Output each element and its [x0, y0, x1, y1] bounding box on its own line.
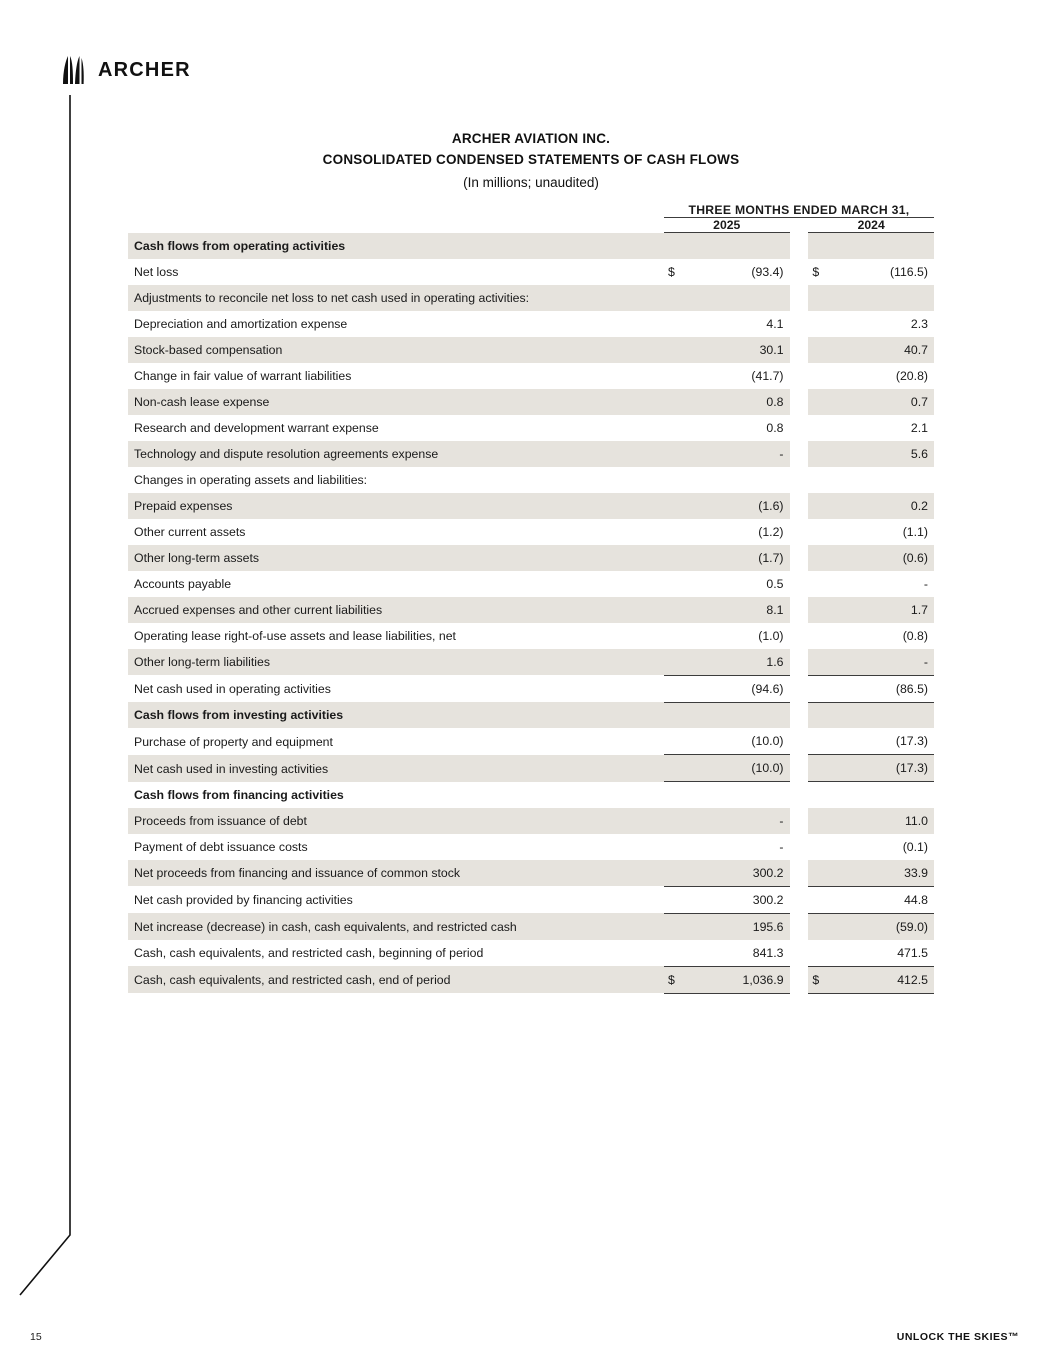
table-row [128, 966, 934, 993]
cash-flow-table [128, 203, 934, 994]
row-currency-2025 [664, 519, 681, 545]
table-row [128, 597, 934, 623]
table-row [128, 623, 934, 649]
row-value-2025 [681, 285, 790, 311]
row-value-2025: (93.4) [751, 264, 784, 279]
row-value-2024: 44.8 [825, 886, 934, 913]
table-row [128, 259, 934, 285]
column-gap [790, 649, 809, 676]
row-currency-2025 [664, 493, 681, 519]
row-currency-2025 [664, 702, 681, 728]
brand-logo [60, 55, 191, 85]
row-label: Prepaid expenses [128, 493, 664, 519]
row-label: Adjustments to reconcile net loss to net cash used in operating activities: [128, 285, 664, 311]
column-gap [790, 571, 809, 597]
company-title: ARCHER AVIATION INC. [451, 131, 611, 146]
row-currency-2025 [664, 886, 681, 913]
table-row [128, 860, 934, 887]
column-gap [790, 233, 809, 259]
row-value-2024 [825, 233, 934, 259]
row-value-2024: (1.1) [902, 524, 928, 539]
row-value-2025: 4.1 [766, 316, 784, 331]
row-currency-2025 [664, 467, 681, 493]
row-value-2025: 8.1 [681, 597, 790, 623]
column-gap [790, 259, 809, 285]
row-value-2024: 2.3 [910, 316, 928, 331]
table-row [128, 649, 934, 676]
row-value-2025: (1.6) [681, 493, 790, 519]
column-gap [790, 311, 809, 337]
row-currency-2024 [808, 519, 825, 545]
column-header-2025: 2025 [664, 218, 790, 233]
table-row [128, 337, 934, 363]
row-currency-2025 [664, 782, 681, 808]
footer-tagline: UNLOCK THE SKIES™ [896, 1331, 1019, 1343]
row-value-2024: 40.7 [825, 337, 934, 363]
row-value-2025: - [681, 441, 790, 467]
row-label: Change in fair value of warrant liabilities [134, 368, 352, 383]
row-label: Research and development warrant expense [134, 420, 379, 435]
row-value-2025: - [681, 808, 790, 834]
table-row [128, 675, 934, 702]
brand-wordmark: ARCHER [98, 58, 191, 81]
row-value-2024: 5.6 [825, 441, 934, 467]
row-value-2024: 0.7 [825, 389, 934, 415]
column-gap [790, 285, 809, 311]
table-row [128, 441, 934, 467]
row-currency-2024 [808, 415, 825, 441]
row-currency-2025 [664, 860, 681, 887]
row-value-2025: 841.3 [681, 940, 790, 967]
column-gap [790, 913, 809, 940]
row-currency-2025 [664, 597, 681, 623]
row-currency-2025 [664, 571, 681, 597]
page-number: 15 [30, 1331, 42, 1343]
row-currency-2025: $ [667, 264, 675, 279]
column-gap [790, 597, 809, 623]
table-row [128, 311, 934, 337]
row-currency-2024 [808, 886, 825, 913]
column-gap [790, 389, 809, 415]
row-label: Cash flows from investing activities [128, 702, 664, 728]
row-label: Cash, cash equivalents, and restricted cash, end of period [128, 966, 664, 993]
row-currency-2025 [664, 623, 681, 649]
row-value-2024: 33.9 [825, 860, 934, 887]
row-currency-2024 [808, 834, 825, 860]
row-currency-2024 [808, 808, 825, 834]
row-currency-2025: $ [664, 966, 681, 993]
row-value-2025 [681, 782, 790, 808]
row-currency-2025 [664, 755, 681, 782]
row-label: Cash flows from operating activities [128, 233, 664, 259]
row-value-2024 [825, 285, 934, 311]
row-label: Net cash provided by financing activities [134, 893, 353, 907]
row-currency-2024 [808, 623, 825, 649]
row-label: Technology and dispute resolution agreements expense [128, 441, 664, 467]
row-currency-2025 [664, 311, 681, 337]
row-value-2025: - [779, 839, 784, 854]
row-value-2024: (17.3) [825, 728, 934, 755]
row-currency-2024 [808, 285, 825, 311]
row-currency-2024 [808, 571, 825, 597]
column-gap [790, 493, 809, 519]
row-value-2024 [825, 782, 934, 808]
row-value-2024: (0.8) [902, 628, 928, 643]
table-row [128, 782, 934, 808]
row-label: Purchase of property and equipment [134, 734, 333, 749]
archer-logo-icon [60, 55, 86, 85]
row-label: Stock-based compensation [128, 337, 664, 363]
row-value-2024: 2.1 [910, 420, 928, 435]
row-label: Proceeds from issuance of debt [128, 808, 664, 834]
column-gap [790, 623, 809, 649]
row-currency-2024: $ [808, 966, 825, 993]
column-gap [790, 728, 809, 755]
row-value-2025: 300.2 [681, 860, 790, 887]
row-label: Other long-term liabilities [128, 649, 664, 676]
row-currency-2024 [808, 913, 825, 940]
column-gap [790, 441, 809, 467]
row-currency-2025 [664, 337, 681, 363]
row-value-2024: - [825, 649, 934, 676]
row-currency-2024 [808, 363, 825, 389]
row-currency-2024 [808, 545, 825, 571]
column-gap [790, 860, 809, 887]
row-value-2024 [825, 467, 934, 493]
row-currency-2024 [808, 649, 825, 676]
row-label: Accrued expenses and other current liabilities [128, 597, 664, 623]
table-header-period [128, 203, 934, 218]
row-label: Cash, cash equivalents, and restricted cash, beginning of period [134, 946, 484, 960]
table-row [128, 940, 934, 967]
column-gap [790, 966, 809, 993]
table-row [128, 415, 934, 441]
row-value-2024: 1.7 [825, 597, 934, 623]
row-value-2025: 1.6 [681, 649, 790, 676]
row-value-2024: (17.3) [825, 755, 934, 782]
row-value-2025: (1.2) [758, 524, 784, 539]
row-currency-2024 [808, 755, 825, 782]
table-row [128, 702, 934, 728]
row-label: Changes in operating assets and liabilities: [134, 472, 368, 487]
table-row [128, 389, 934, 415]
row-value-2025: (1.7) [681, 545, 790, 571]
row-label: Net cash used in investing activities [128, 755, 664, 782]
row-currency-2024 [808, 493, 825, 519]
column-gap [790, 940, 809, 967]
row-currency-2025 [664, 913, 681, 940]
row-currency-2025 [664, 675, 681, 702]
row-value-2024: 412.5 [825, 966, 934, 993]
row-value-2024: 0.2 [825, 493, 934, 519]
row-value-2025: 300.2 [681, 886, 790, 913]
row-currency-2024 [808, 860, 825, 887]
row-label: Other long-term assets [128, 545, 664, 571]
row-label: Net proceeds from financing and issuance of common stock [128, 860, 664, 887]
row-value-2024: - [923, 576, 928, 591]
row-value-2025 [681, 233, 790, 259]
row-currency-2025 [664, 940, 681, 967]
table-row [128, 808, 934, 834]
column-gap [790, 755, 809, 782]
row-value-2025: (10.0) [681, 755, 790, 782]
statement-title: CONSOLIDATED CONDENSED STATEMENTS OF CASH FLOWS [322, 152, 740, 167]
row-value-2025: (94.6) [681, 675, 790, 702]
row-value-2024: (0.6) [825, 545, 934, 571]
column-gap [790, 545, 809, 571]
row-currency-2024 [808, 441, 825, 467]
row-value-2024 [825, 702, 934, 728]
row-value-2025 [681, 702, 790, 728]
page-edge-rule [0, 0, 140, 1365]
row-currency-2025 [664, 389, 681, 415]
row-label: Net loss [134, 264, 179, 279]
row-value-2025: 30.1 [681, 337, 790, 363]
table-row [128, 467, 934, 493]
row-value-2025: (41.7) [751, 368, 784, 383]
row-value-2025: (10.0) [681, 728, 790, 755]
table-header-years [128, 218, 934, 233]
column-gap [790, 675, 809, 702]
column-header-2024: 2024 [808, 218, 934, 233]
table-row [128, 233, 934, 259]
document-heading [128, 128, 934, 194]
table-row [128, 363, 934, 389]
period-header: THREE MONTHS ENDED MARCH 31, [664, 203, 934, 218]
row-value-2024: (116.5) [889, 264, 928, 279]
row-label: Depreciation and amortization expense [134, 316, 348, 331]
row-currency-2024 [808, 311, 825, 337]
row-currency-2025 [664, 285, 681, 311]
row-label: Other current assets [134, 524, 246, 539]
table-row [128, 728, 934, 755]
column-gap [790, 519, 809, 545]
row-value-2024: 11.0 [825, 808, 934, 834]
row-currency-2024 [808, 389, 825, 415]
row-label: Payment of debt issuance costs [134, 839, 308, 854]
row-currency-2025 [664, 233, 681, 259]
row-currency-2025 [664, 363, 681, 389]
row-currency-2024 [808, 728, 825, 755]
row-currency-2024 [808, 467, 825, 493]
table-row [128, 493, 934, 519]
row-value-2025: 1,036.9 [681, 966, 790, 993]
row-value-2025: (1.0) [758, 628, 784, 643]
row-label: Net increase (decrease) in cash, cash equivalents, and restricted cash [128, 913, 664, 940]
row-currency-2025 [664, 834, 681, 860]
table-row [128, 285, 934, 311]
row-currency-2024: $ [812, 264, 820, 279]
column-gap [790, 467, 809, 493]
table-row [128, 545, 934, 571]
row-label: Cash flows from financing activities [134, 787, 344, 802]
row-currency-2024 [808, 940, 825, 967]
row-value-2025: 0.8 [766, 420, 784, 435]
row-currency-2024 [808, 233, 825, 259]
column-gap [790, 702, 809, 728]
row-label: Net cash used in operating activities [134, 682, 331, 696]
table-row [128, 755, 934, 782]
row-value-2024: (59.0) [825, 913, 934, 940]
row-label: Non-cash lease expense [128, 389, 664, 415]
column-gap [790, 782, 809, 808]
column-gap [790, 337, 809, 363]
row-value-2025: 0.8 [681, 389, 790, 415]
row-label: Accounts payable [134, 576, 232, 591]
column-gap [790, 363, 809, 389]
row-currency-2024 [808, 337, 825, 363]
table-body [128, 233, 934, 994]
table-row [128, 571, 934, 597]
table-row [128, 834, 934, 860]
row-value-2024: (86.5) [825, 675, 934, 702]
row-value-2024: (0.1) [902, 839, 928, 854]
row-currency-2024 [808, 782, 825, 808]
row-currency-2025 [664, 808, 681, 834]
row-currency-2025 [664, 545, 681, 571]
row-value-2025 [681, 467, 790, 493]
column-gap [790, 834, 809, 860]
table-row [128, 519, 934, 545]
statement-subtitle: (In millions; unaudited) [463, 175, 599, 190]
column-gap [790, 415, 809, 441]
column-gap [790, 886, 809, 913]
row-currency-2024 [808, 702, 825, 728]
column-gap [790, 808, 809, 834]
row-label: Operating lease right-of-use assets and lease liabilities, net [134, 628, 456, 643]
row-currency-2025 [664, 415, 681, 441]
row-value-2025: 0.5 [766, 576, 784, 591]
row-currency-2025 [664, 441, 681, 467]
row-currency-2025 [664, 649, 681, 676]
row-value-2024: 471.5 [825, 940, 934, 967]
table-row [128, 886, 934, 913]
row-currency-2024 [808, 675, 825, 702]
row-value-2024: (20.8) [895, 368, 928, 383]
table-row [128, 913, 934, 940]
row-value-2025: 195.6 [681, 913, 790, 940]
row-currency-2025 [664, 728, 681, 755]
row-currency-2024 [808, 597, 825, 623]
